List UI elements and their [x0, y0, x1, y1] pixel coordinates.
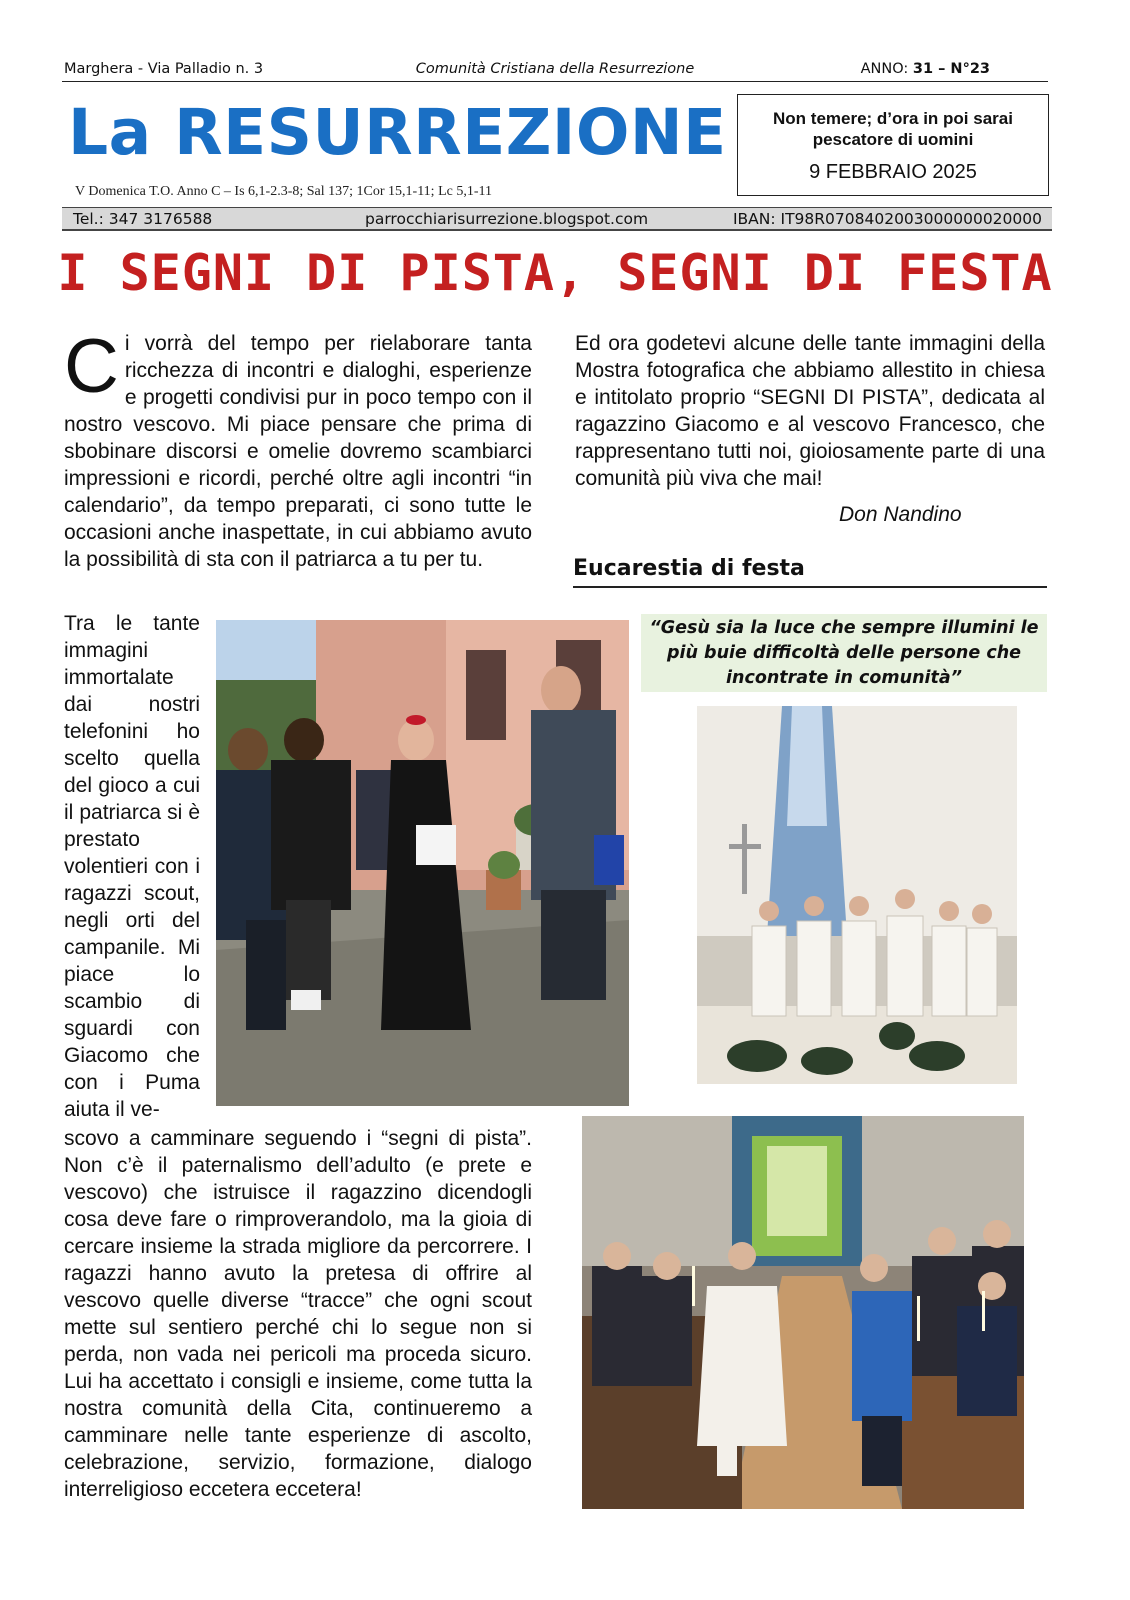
issue-date: 9 FEBBRAIO 2025	[809, 161, 977, 183]
masthead-title: La RESURREZIONE	[68, 96, 727, 169]
author-signature: Don Nandino	[839, 503, 962, 526]
article-headline: I SEGNI DI PISTA, SEGNI DI FESTA	[57, 244, 1053, 302]
contact-bar	[62, 207, 1052, 231]
paragraph-1: i vorrà del tempo per rielaborare tanta ricchezza di incontri e dialoghi, esperienze e progetti condivisi pur in poco tempo con il nostro vescovo. Mi piace pensare che prima di sbobinare discorsi e omelie dovremo scambiarci impressioni e ricordi, perché oltre agli incontri “in calendario”, da tempo preparati, ci sono tutte le occasioni anche inaspettate, in cui abbiamo avuto la possibilità di sta con il patriarca a tu per tu.	[64, 332, 532, 571]
website-link[interactable]: parrocchiarisurrezione.blogspot.com	[365, 210, 649, 228]
photo-church-altar-group	[697, 706, 1017, 1084]
community-name: Comunità Cristiana della Resurrezione	[415, 61, 695, 77]
article-column-left-bottom	[64, 1125, 532, 1503]
article-column-right	[575, 330, 1045, 492]
section-heading: Eucarestia di festa	[573, 556, 1047, 588]
photo-scouts-with-bishop	[216, 620, 629, 1106]
top-info-line	[62, 60, 1048, 82]
iban: IBAN: IT98R0708402003000000020000	[732, 210, 1042, 228]
paragraph-2-wide: scovo a camminare seguendo i “segni di pista”. Non c’è il paternalismo dell’adulto (e prete e vescovo) che istruisce il ragazzino dicendogli cosa deve fare o rimproverandolo, ma la gioia di cercare insieme la strada migliore da percorrere. I ragazzi hanno avuto la pretesa di offrire al vescovo quelle diverse “tracce” che ogni scout mette sul sentiero perché chi lo segue non si perda, non vada nei pericoli ma proceda sicuro. Lui ha accettato i consigli e insieme, come tutta la nostra comunità della Cita, continueremo a camminare nelle tante esperienze di ascolto, celebrazione, servizio, formazione, dialogo interreligioso eccetera eccetera!	[64, 1127, 532, 1501]
telephone: Tel.: 347 3176588	[73, 210, 213, 228]
paragraph-2-narrow: Tra le tante immagini immortalate dai nostri telefonini ho scelto quella del gioco a cui il patriarca si è prestato volentieri con i ragazzi scout, negli orti del campanile. Mi piace lo scambio di sguardi con Giacomo che con i Puma aiuta il ve-	[64, 612, 200, 1121]
issue-info	[861, 61, 990, 77]
issue-prefix: ANNO:	[860, 61, 909, 77]
paragraph-3: Ed ora godetevi alcune delle tante immagini della Mostra fotografica che abbiamo allestito in chiesa e intitolato proprio “SEGNI DI PISTA”, dedicata al ragazzino Giacomo e al vescovo Francesco, che rappresentano tutti noi, gioiosamente parte di una comunità più viva che mai!	[575, 332, 1045, 490]
issue-number: 31 – N°23	[912, 61, 990, 77]
photo-procession-candles	[582, 1116, 1024, 1509]
article-narrow-column	[64, 610, 200, 1123]
liturgical-readings: V Domenica T.O. Anno C – Is 6,1-2.3-8; Sal 137; 1Cor 15,1-11; Lc 5,1-11	[75, 184, 492, 199]
location-text: Marghera - Via Palladio n. 3	[64, 61, 264, 77]
motto-text: Non temere; d’ora in poi sarai pescatore di uomini	[773, 109, 1013, 149]
motto-box	[737, 94, 1049, 196]
article-column-left	[64, 324, 532, 573]
drop-cap: C	[64, 324, 119, 409]
section-quote: “Gesù sia la luce che sempre illumini le più buie difficoltà delle persone che incontrate in comunità”	[641, 614, 1047, 692]
